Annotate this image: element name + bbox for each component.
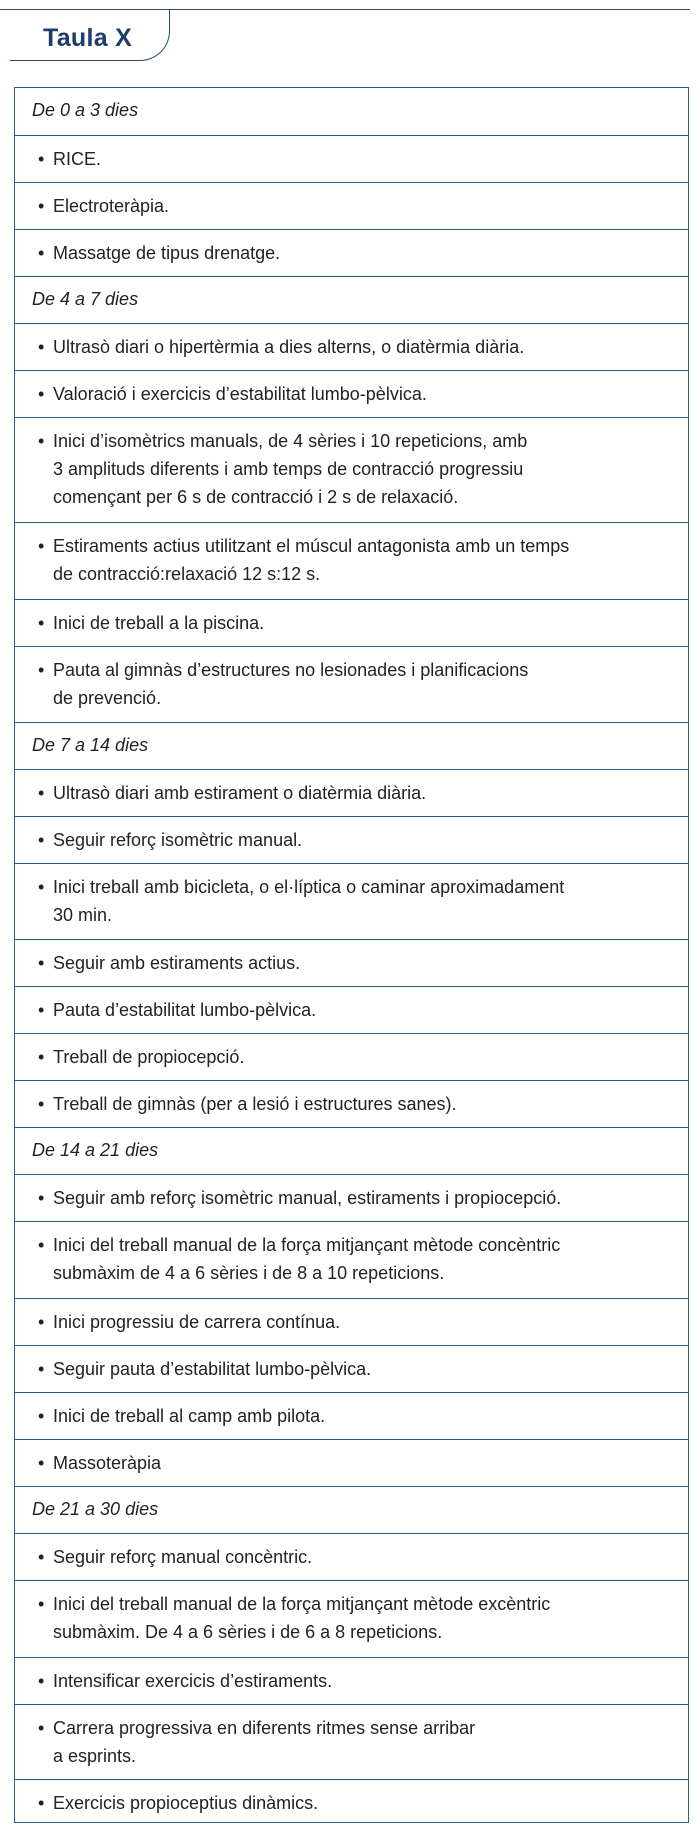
- bullet-text: • Pauta d’estabilitat lumbo-pèlvica.: [53, 996, 316, 1024]
- list-item: [15, 1580, 688, 1657]
- list-item: [15, 370, 688, 417]
- bullet-text: • Ultrasò diari amb estirament o diatèrmia diària.: [53, 779, 426, 807]
- bullet-text: • Exercicis propioceptius dinàmics.: [53, 1789, 318, 1817]
- bullet-text-lines: • Pauta al gimnàs d’estructures no lesionades i planificacions de prevenció.: [53, 660, 529, 708]
- bullet-text: • Intensificar exercicis d’estiraments.: [53, 1667, 332, 1695]
- list-item: [15, 1704, 688, 1779]
- bullet-text: • Seguir amb estiraments actius.: [53, 949, 300, 977]
- list-item: [15, 417, 688, 522]
- bullet-text: [53, 427, 527, 511]
- section-label: De 4 a 7 dies: [32, 289, 139, 309]
- list-item: [15, 1779, 688, 1822]
- list-item: [15, 816, 688, 863]
- list-item: [15, 1080, 688, 1127]
- bullet-text: • Inici progressiu de carrera contínua.: [53, 1308, 340, 1336]
- list-item: [15, 863, 688, 939]
- bullet-text: • Treball de gimnàs (per a lesió i estructures sanes).: [53, 1090, 457, 1118]
- bullet-text: [53, 1714, 475, 1770]
- bullet-text: • Seguir reforç isomètric manual.: [53, 826, 302, 854]
- section-row: [15, 1127, 688, 1174]
- bullet-text: [53, 1231, 560, 1287]
- section-label: De 7 a 14 dies: [32, 735, 149, 755]
- bullet-text-lines: • Inici d’isomètrics manuals, de 4 sèries i 10 repeticions, amb 3 amplituds diferents i amb temps de contracció progressiu començant per 6 s de contracció i 2 s de relaxació.: [53, 431, 528, 507]
- bullet-text: • Treball de propiocepció.: [53, 1043, 244, 1071]
- list-item: [15, 229, 688, 276]
- section-label: De 0 a 3 dies: [32, 100, 139, 120]
- bullet-text: • Seguir pauta d’estabilitat lumbo-pèlvica.: [53, 1355, 371, 1383]
- list-item: [15, 323, 688, 370]
- bullet-text: • RICE.: [53, 145, 101, 173]
- bullet-text: • Seguir reforç manual concèntric.: [53, 1543, 312, 1571]
- bullet-text: • Valoració i exercicis d’estabilitat lumbo-pèlvica.: [53, 380, 427, 408]
- table-title: Taula X: [43, 24, 133, 52]
- bullet-text-lines: • Inici treball amb bicicleta, o el·líptica o caminar aproximadament 30 min.: [53, 877, 565, 925]
- bullet-text-lines: • Inici del treball manual de la força mitjançant mètode concèntric submàxim de 4 a 6 sèries i de 8 a 10 repeticions.: [53, 1235, 561, 1283]
- section-row: [15, 722, 688, 769]
- section-label: De 14 a 21 dies: [32, 1140, 159, 1160]
- list-item: [15, 1298, 688, 1345]
- section-row: [15, 88, 688, 135]
- bullet-text-lines: • Inici del treball manual de la força mitjançant mètode excèntric submàxim. De 4 a 6 sèries i de 6 a 8 repeticions.: [53, 1594, 551, 1642]
- list-item: [15, 599, 688, 646]
- bullet-text: [53, 873, 564, 929]
- bullet-text: [53, 1590, 550, 1646]
- list-item: [15, 1533, 688, 1580]
- section-label: De 21 a 30 dies: [32, 1499, 159, 1519]
- list-item: [15, 1221, 688, 1298]
- bullet-text: • Massoteràpia: [53, 1449, 161, 1477]
- list-item: [15, 522, 688, 599]
- section-row: [15, 1486, 688, 1533]
- list-item: [15, 769, 688, 816]
- list-item: [15, 1439, 688, 1486]
- list-item: [15, 939, 688, 986]
- list-item: [15, 182, 688, 229]
- bullet-text: • Electroteràpia.: [53, 192, 169, 220]
- bullet-text: • Massatge de tipus drenatge.: [53, 239, 280, 267]
- list-item: [15, 1392, 688, 1439]
- bullet-text: • Ultrasò diari o hipertèrmia a dies alterns, o diatèrmia diària.: [53, 333, 524, 361]
- section-row: [15, 276, 688, 323]
- list-item: [15, 1174, 688, 1221]
- bullet-text-lines: • Estiraments actius utilitzant el múscul antagonista amb un temps de contracció:relaxació 12 s:12 s.: [53, 536, 570, 584]
- list-item: [15, 646, 688, 722]
- treatment-table: [14, 87, 689, 1823]
- bullet-text: [53, 656, 528, 712]
- bullet-text: [53, 532, 569, 588]
- list-item: [15, 986, 688, 1033]
- list-item: [15, 1345, 688, 1392]
- list-item: [15, 1033, 688, 1080]
- list-item: [15, 135, 688, 182]
- bullet-text-lines: • Carrera progressiva en diferents ritmes sense arribar a esprints.: [53, 1718, 476, 1766]
- bullet-text: • Inici de treball al camp amb pilota.: [53, 1402, 325, 1430]
- list-item: [15, 1657, 688, 1704]
- bullet-text: • Inici de treball a la piscina.: [53, 609, 264, 637]
- bullet-text: • Seguir amb reforç isomètric manual, estiraments i propiocepció.: [53, 1184, 561, 1212]
